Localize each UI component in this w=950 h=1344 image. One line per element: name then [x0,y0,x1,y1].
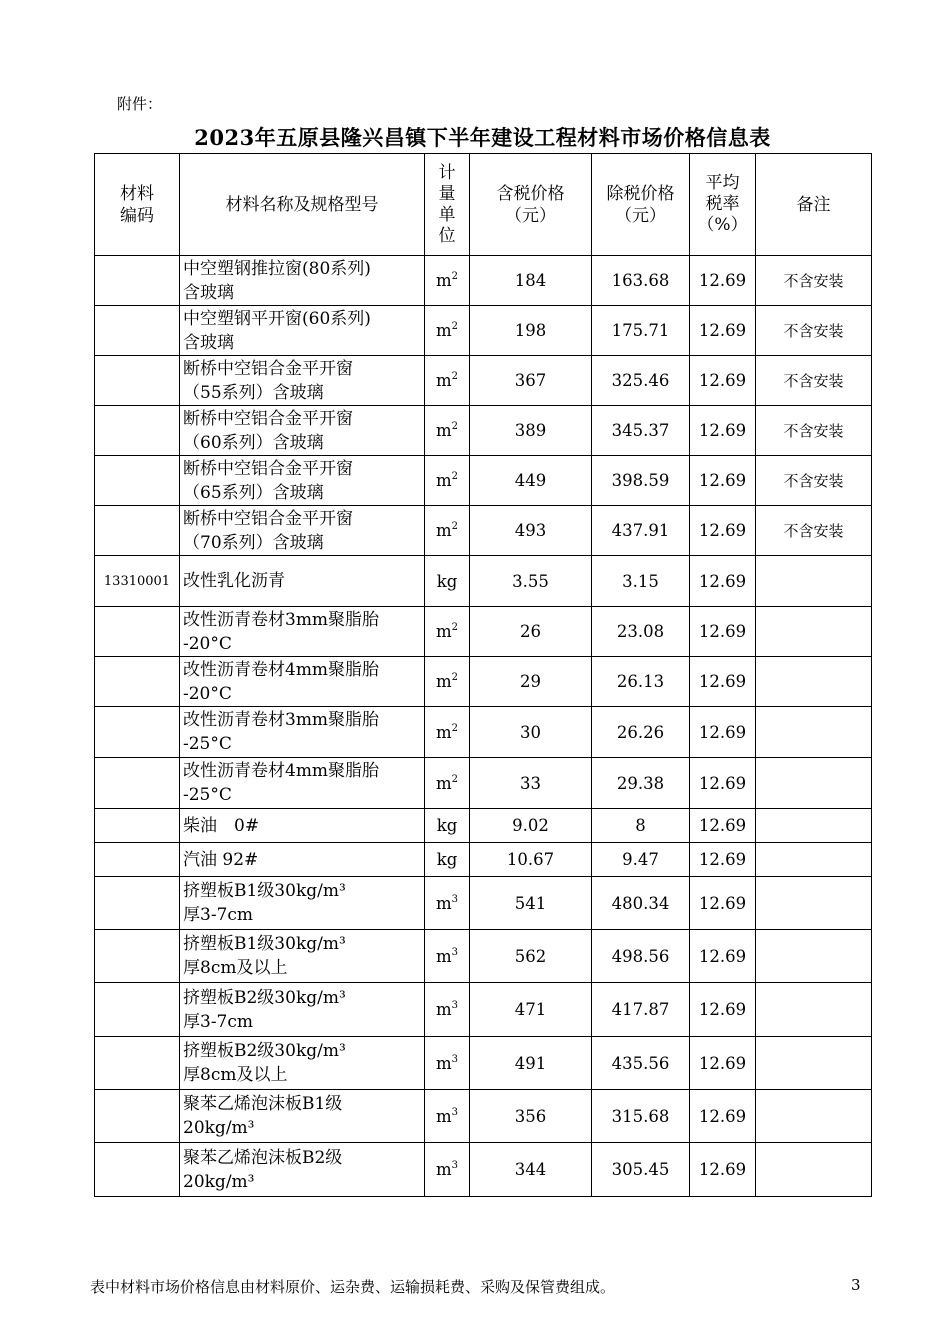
cell-name [180,306,425,356]
table-row [95,1037,872,1090]
unit-text: m [435,773,452,793]
cell-code [95,843,180,877]
unit-exponent: 3 [451,1160,459,1171]
cell-unit [425,1090,470,1143]
cell-name-line: 厚8cm及以上 [183,1065,288,1085]
cell-price-tax: 33 [470,758,592,809]
unit-exponent: 2 [451,321,459,332]
cell-code [95,809,180,843]
cell-rate: 12.69 [690,758,756,809]
cell-price-notax: 29.38 [592,758,690,809]
table-row [95,930,872,983]
unit-exponent: 3 [451,946,459,958]
cell-unit [425,707,470,758]
page-title: 2023年五原县隆兴昌镇下半年建设工程材料市场价格信息表 [194,125,771,150]
cell-name-line: 中空塑钢平开窗(60系列) [183,308,371,329]
cell-code [95,657,180,707]
header-unit: 计 量 单 位 [425,154,470,256]
unit-text: m [435,471,452,490]
unit-exponent: 2 [451,672,459,683]
cell-name-line: （65系列）含玻璃 [183,482,324,503]
cell-code [95,983,180,1037]
unit-text: m [435,371,452,390]
cell-name-line: 20kg/m³ [183,1171,255,1192]
cell-price-tax: 471 [470,983,592,1037]
cell-price-tax: 562 [470,930,592,983]
cell-name-line: 改性沥青卷材4mm聚脂胎 [183,761,380,781]
cell-code [95,1143,180,1197]
cell-note [756,930,872,983]
cell-name-line: 含玻璃 [183,282,234,303]
cell-rate: 12.69 [690,1143,756,1197]
cell-unit [425,306,470,356]
cell-price-tax: 491 [470,1037,592,1090]
cell-price-notax: 345.37 [592,406,690,456]
cell-unit [425,356,470,406]
unit-exponent: 2 [451,622,459,633]
cell-name [180,809,425,843]
cell-name [180,983,425,1037]
cell-rate: 12.69 [690,930,756,983]
cell-unit [425,1037,470,1090]
cell-rate: 12.69 [690,406,756,456]
cell-price-notax: 9.47 [592,843,690,877]
cell-note [756,556,872,607]
table-row [95,256,872,306]
unit-text: m [435,421,452,440]
cell-unit [425,607,470,657]
price-table [94,153,872,1197]
header-price-notax: 除税价格 （元） [592,154,690,256]
table-row [95,456,872,506]
cell-name-line: 聚苯乙烯泡沫板B1级 [183,1094,343,1114]
cell-name [180,456,425,506]
cell-code [95,356,180,406]
cell-price-notax: 175.71 [592,306,690,356]
cell-price-notax: 8 [592,809,690,843]
unit-exponent: 2 [451,722,459,734]
cell-name-line: 改性乳化沥青 [183,571,285,591]
cell-rate: 12.69 [690,556,756,607]
cell-name [180,607,425,657]
cell-unit [425,256,470,306]
table-row [95,983,872,1037]
cell-price-notax: 417.87 [592,983,690,1037]
cell-code [95,930,180,983]
cell-name [180,930,425,983]
table-row [95,607,872,657]
cell-note: 不含安装 [756,456,872,506]
cell-name-line: -25°C [183,785,232,805]
unit-exponent: 2 [451,773,459,785]
cell-code [95,306,180,356]
cell-unit [425,506,470,556]
cell-unit [425,758,470,809]
cell-name [180,256,425,306]
cell-price-tax: 449 [470,456,592,506]
cell-name-line: 断桥中空铝合金平开窗 [183,408,353,429]
unit-text: kg [436,850,458,869]
header-price-tax: 含税价格 （元） [470,154,592,256]
cell-price-notax: 398.59 [592,456,690,506]
table-row [95,1143,872,1197]
cell-name-line: 挤塑板B1级30kg/m³ [183,934,346,954]
cell-price-tax: 3.55 [470,556,592,607]
cell-name-line: 汽油 92# [183,849,259,870]
cell-name [180,556,425,607]
cell-name [180,707,425,758]
cell-name [180,843,425,877]
cell-price-notax: 437.91 [592,506,690,556]
cell-name [180,877,425,930]
cell-unit [425,406,470,456]
cell-name-line: 20kg/m³ [183,1118,255,1138]
cell-name [180,758,425,809]
unit-text: m [435,321,452,340]
header-code: 材料 编码 [95,154,180,256]
cell-name-line: 厚8cm及以上 [183,958,288,978]
cell-name-line: 厚3-7cm [183,1011,254,1032]
cell-note [756,843,872,877]
table-row [95,809,872,843]
unit-text: kg [436,816,458,835]
cell-note: 不含安装 [756,356,872,406]
table-row [95,877,872,930]
cell-unit [425,983,470,1037]
cell-name [180,1037,425,1090]
unit-text: kg [436,571,458,591]
cell-unit [425,843,470,877]
cell-unit [425,1143,470,1197]
cell-price-tax: 9.02 [470,809,592,843]
table-row [95,356,872,406]
cell-price-notax: 26.13 [592,657,690,707]
cell-name [180,356,425,406]
footer-note: 表中材料市场价格信息由材料原价、运杂费、运输损耗费、采购及保管费组成。 [90,1278,616,1296]
cell-unit [425,930,470,983]
cell-price-tax: 356 [470,1090,592,1143]
cell-rate: 12.69 [690,983,756,1037]
cell-rate: 12.69 [690,256,756,306]
cell-code [95,456,180,506]
cell-unit [425,456,470,506]
unit-exponent: 2 [451,271,459,282]
table-row [95,657,872,707]
cell-price-tax: 389 [470,406,592,456]
cell-name-line: -20°C [183,683,232,704]
cell-name-line: 挤塑板B2级30kg/m³ [183,1041,346,1061]
cell-name [180,1090,425,1143]
cell-rate: 12.69 [690,707,756,758]
unit-exponent: 3 [451,1106,459,1118]
cell-code: 13310001 [95,556,180,607]
cell-note: 不含安装 [756,306,872,356]
cell-price-tax: 184 [470,256,592,306]
unit-exponent: 2 [451,421,459,432]
table-row [95,506,872,556]
cell-unit [425,657,470,707]
cell-rate: 12.69 [690,809,756,843]
cell-price-notax: 315.68 [592,1090,690,1143]
cell-note [756,1143,872,1197]
header-note: 备注 [756,154,872,256]
cell-note [756,983,872,1037]
cell-rate: 12.69 [690,843,756,877]
cell-name-line: 挤塑板B1级30kg/m³ [183,881,346,901]
cell-name-line: 改性沥青卷材3mm聚脂胎 [183,609,380,630]
cell-name [180,657,425,707]
cell-code [95,506,180,556]
unit-text: m [435,622,452,641]
cell-name-line: 柴油 0# [183,815,260,836]
unit-text: m [435,521,452,540]
header-name: 材料名称及规格型号 [180,154,425,256]
unit-text: m [435,946,452,966]
cell-name-line: （70系列）含玻璃 [183,532,324,553]
table-row [95,758,872,809]
cell-unit [425,556,470,607]
cell-price-tax: 493 [470,506,592,556]
unit-text: m [435,1160,452,1179]
unit-exponent: 3 [451,893,459,905]
unit-exponent: 3 [451,1000,459,1011]
cell-rate: 12.69 [690,657,756,707]
cell-name-line: 挤塑板B2级30kg/m³ [183,987,346,1008]
cell-name-line: （60系列）含玻璃 [183,432,324,453]
cell-code [95,256,180,306]
cell-price-notax: 26.26 [592,707,690,758]
unit-text: m [435,672,452,691]
cell-name-line: -20°C [183,633,232,654]
cell-name-line: 厚3-7cm [183,905,254,925]
cell-note [756,657,872,707]
cell-code [95,1090,180,1143]
cell-name-line: 改性沥青卷材3mm聚脂胎 [183,710,380,730]
header-rate: 平均 税率 （%） [690,154,756,256]
cell-code [95,1037,180,1090]
cell-price-notax: 3.15 [592,556,690,607]
cell-price-tax: 30 [470,707,592,758]
cell-name-line: 断桥中空铝合金平开窗 [183,358,353,379]
cell-note [756,707,872,758]
cell-rate: 12.69 [690,456,756,506]
cell-name-line: 断桥中空铝合金平开窗 [183,458,353,479]
unit-exponent: 2 [451,471,459,482]
cell-price-notax: 23.08 [592,607,690,657]
cell-note: 不含安装 [756,506,872,556]
cell-rate: 12.69 [690,506,756,556]
cell-note: 不含安装 [756,406,872,456]
cell-price-tax: 198 [470,306,592,356]
table-row [95,556,872,607]
cell-price-tax: 344 [470,1143,592,1197]
page-number: 3 [851,1276,861,1294]
cell-price-notax: 163.68 [592,256,690,306]
cell-code [95,406,180,456]
cell-rate: 12.69 [690,877,756,930]
cell-code [95,707,180,758]
unit-exponent: 2 [451,521,459,532]
unit-exponent: 2 [451,371,459,382]
cell-price-tax: 10.67 [470,843,592,877]
cell-note: 不含安装 [756,256,872,306]
cell-name-line: 中空塑钢推拉窗(80系列) [183,258,371,279]
cell-name-line: 断桥中空铝合金平开窗 [183,508,353,529]
cell-name-line: （55系列）含玻璃 [183,382,324,403]
unit-text: m [435,1106,452,1126]
cell-note [756,809,872,843]
header-row [95,154,872,256]
unit-text: m [435,271,452,290]
table-row [95,406,872,456]
cell-note [756,877,872,930]
cell-note [756,1037,872,1090]
cell-rate: 12.69 [690,1090,756,1143]
cell-note [756,758,872,809]
attachment-label: 附件： [117,95,163,113]
cell-name-line: 改性沥青卷材4mm聚脂胎 [183,659,380,680]
cell-name [180,506,425,556]
cell-price-tax: 541 [470,877,592,930]
cell-code [95,758,180,809]
table-row [95,707,872,758]
cell-price-notax: 480.34 [592,877,690,930]
table-row [95,1090,872,1143]
cell-price-notax: 498.56 [592,930,690,983]
cell-unit [425,809,470,843]
cell-unit [425,877,470,930]
cell-rate: 12.69 [690,607,756,657]
unit-text: m [435,893,452,913]
cell-rate: 12.69 [690,1037,756,1090]
table-row [95,843,872,877]
cell-name-line: 聚苯乙烯泡沫板B2级 [183,1147,343,1168]
cell-note [756,1090,872,1143]
cell-price-notax: 325.46 [592,356,690,406]
cell-name [180,406,425,456]
cell-price-tax: 367 [470,356,592,406]
cell-note [756,607,872,657]
unit-text: m [435,1000,452,1019]
unit-text: m [435,722,452,742]
cell-name-line: 含玻璃 [183,332,234,353]
cell-rate: 12.69 [690,356,756,406]
cell-price-notax: 435.56 [592,1037,690,1090]
cell-name [180,1143,425,1197]
cell-code [95,877,180,930]
cell-name-line: -25°C [183,734,232,754]
cell-code [95,607,180,657]
cell-price-notax: 305.45 [592,1143,690,1197]
table-row [95,306,872,356]
cell-price-tax: 29 [470,657,592,707]
unit-exponent: 3 [451,1053,459,1065]
cell-rate: 12.69 [690,306,756,356]
unit-text: m [435,1053,452,1073]
cell-price-tax: 26 [470,607,592,657]
